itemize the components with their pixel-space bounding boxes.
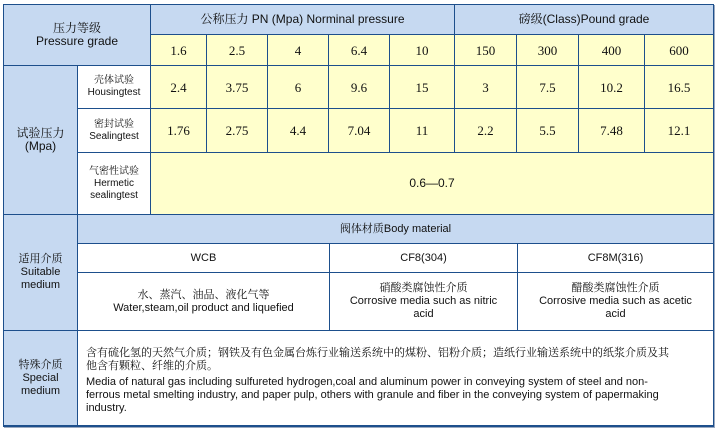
housing-test-value: 16.5 bbox=[645, 66, 714, 109]
material-medium bbox=[330, 273, 518, 331]
sealing-test-value: 7.48 bbox=[579, 109, 645, 153]
housing-test-value: 9.6 bbox=[329, 66, 390, 109]
special-text-en3: industry. bbox=[86, 402, 127, 414]
material-medium-en: Water,steam,oil product and liquefied bbox=[113, 301, 294, 314]
grade-cell: 150 bbox=[455, 35, 517, 66]
hermetic-test-en2: sealingtest bbox=[90, 189, 138, 201]
material-name: CF8(304) bbox=[330, 244, 518, 273]
test-pressure-label bbox=[4, 66, 78, 215]
sealing-test-label bbox=[78, 109, 151, 153]
suitable-medium-en2: medium bbox=[20, 279, 61, 291]
housing-test-value: 3 bbox=[455, 66, 517, 109]
grade-cell: 6.4 bbox=[329, 35, 390, 66]
pressure-grade-cn: 压力等级 bbox=[52, 21, 101, 35]
grade-cell: 600 bbox=[645, 35, 714, 66]
material-medium-en1: Corrosive media such as nitric bbox=[349, 295, 498, 307]
housing-test-value: 6 bbox=[268, 66, 329, 109]
grade-cell: 10 bbox=[390, 35, 455, 66]
sealing-test-value: 7.04 bbox=[329, 109, 390, 153]
material-name: CF8M(316) bbox=[518, 244, 714, 273]
suitable-medium-label bbox=[4, 215, 78, 331]
material-medium bbox=[78, 273, 330, 331]
hermetic-test-label bbox=[78, 153, 151, 215]
sealing-test-en: Sealingtest bbox=[89, 130, 139, 142]
grade-cell: 400 bbox=[579, 35, 645, 66]
special-text-cn2: 他含有颗粒、纤维的介质。 bbox=[86, 360, 218, 372]
housing-test-value: 10.2 bbox=[579, 66, 645, 109]
grade-cell: 1.6 bbox=[151, 35, 207, 66]
material-medium-en2: acid bbox=[605, 308, 626, 320]
housing-test-label bbox=[78, 66, 151, 109]
test-pressure-cn: 试验压力 bbox=[16, 126, 65, 140]
pressure-grade-en: Pressure grade bbox=[35, 34, 119, 48]
material-medium-cn: 醋酸类腐蚀性介质 bbox=[571, 282, 660, 294]
grade-cell: 300 bbox=[517, 35, 579, 66]
sealing-test-value: 2.2 bbox=[455, 109, 517, 153]
sealing-test-value: 2.75 bbox=[207, 109, 268, 153]
special-text-cn1: 含有硫化氢的天然气介质；钢铁及有色金属台炼行业输送系统中的煤粉、铝粉介质；造纸行业输送系统中的纸浆介质及其 bbox=[86, 347, 669, 359]
housing-test-value: 3.75 bbox=[207, 66, 268, 109]
material-name: WCB bbox=[78, 244, 330, 273]
hermetic-test-value: 0.6—0.7 bbox=[151, 153, 714, 215]
suitable-medium-cn: 适用介质 bbox=[18, 253, 63, 265]
body-material-header: 阀体材质Body material bbox=[78, 215, 714, 244]
special-medium-text bbox=[78, 331, 714, 426]
special-text-en2: ferrous metal smelting industry, and paper pulp, others with granule and fiber in the conveying system of papermaking bbox=[86, 389, 659, 401]
sealing-test-value: 1.76 bbox=[151, 109, 207, 153]
housing-test-value: 15 bbox=[390, 66, 455, 109]
grade-cell: 2.5 bbox=[207, 35, 268, 66]
special-medium-en2: medium bbox=[20, 384, 61, 397]
special-medium-en1: Special bbox=[22, 371, 59, 384]
hermetic-test-en1: Hermetic bbox=[93, 177, 134, 189]
special-text-en1: Media of natural gas including sulfureted hydrogen,coal and aluminum power in conveying system of steel and non- bbox=[86, 376, 648, 388]
material-medium-cn: 硝酸类腐蚀性介质 bbox=[379, 282, 468, 294]
material-medium bbox=[518, 273, 714, 331]
sealing-test-value: 4.4 bbox=[268, 109, 329, 153]
special-medium-cn: 特殊介质 bbox=[18, 358, 63, 371]
sealing-test-value: 5.5 bbox=[517, 109, 579, 153]
sealing-test-value: 12.1 bbox=[645, 109, 714, 153]
test-pressure-en: (Mpa) bbox=[24, 139, 57, 153]
material-medium-en2: acid bbox=[413, 308, 434, 320]
material-medium-en1: Corrosive media such as acetic bbox=[539, 295, 692, 307]
hermetic-test-cn: 气密性试验 bbox=[89, 165, 139, 177]
pound-grade-header: 磅级(Class)Pound grade bbox=[455, 5, 714, 35]
sealing-test-cn: 密封试验 bbox=[94, 118, 134, 130]
grade-cell: 4 bbox=[268, 35, 329, 66]
material-medium-cn: 水、蒸汽、油品、液化气等 bbox=[137, 288, 270, 301]
spec-table bbox=[3, 4, 714, 427]
housing-test-value: 7.5 bbox=[517, 66, 579, 109]
sealing-test-value: 11 bbox=[390, 109, 455, 153]
housing-test-en: Housingtest bbox=[87, 87, 141, 98]
housing-test-cn: 壳体试验 bbox=[94, 75, 134, 86]
suitable-medium-en1: Suitable bbox=[20, 266, 61, 278]
pressure-grade-label bbox=[4, 5, 151, 66]
nominal-pressure-header: 公称压力 PN (Mpa) Norminal pressure bbox=[151, 5, 455, 35]
housing-test-value: 2.4 bbox=[151, 66, 207, 109]
special-medium-label bbox=[4, 331, 78, 426]
